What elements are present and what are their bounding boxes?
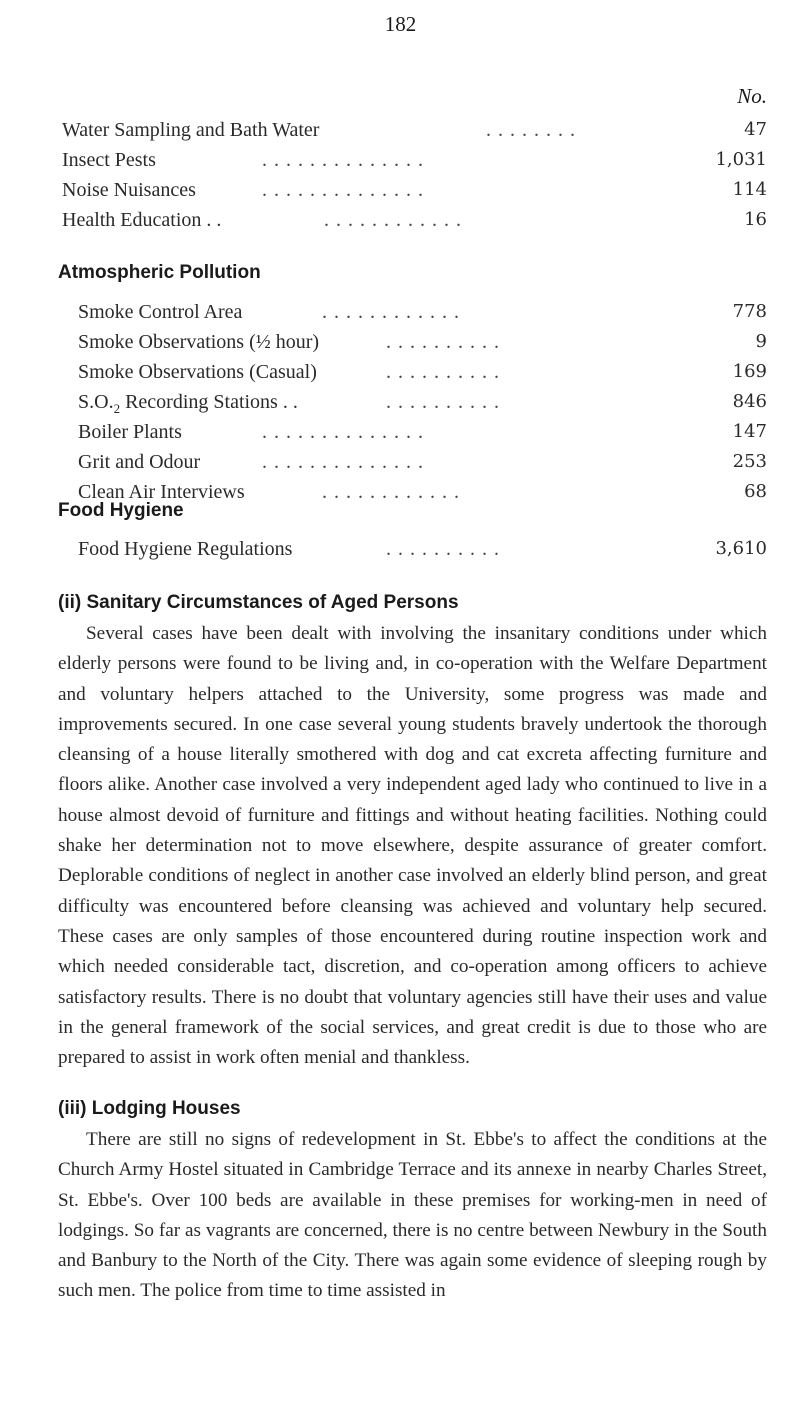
leader-dots: . . . . . . . . . . . . . . [262,451,424,473]
leader-dots: . . . . . . . . . . [386,391,500,413]
fraction: ½ [255,331,271,353]
list-item [62,177,767,203]
list-item [78,299,767,325]
label-part: hour) [270,331,320,353]
leader-dots: . . . . . . . . . . . . . . [262,179,424,201]
item-label: Clean Air Interviews [78,481,245,503]
leader-dots: . . . . . . . . . . . . [322,301,460,323]
item-value: 169 [732,361,767,382]
list-item [78,329,767,355]
item-value: 778 [732,301,767,322]
section-heading-lodging-houses: (iii) Lodging Houses [58,1098,241,1119]
section-heading-food-hygiene: Food Hygiene [58,500,184,521]
item-label: Grit and Odour [78,451,201,473]
item-label [78,389,298,422]
paragraph-lodging-houses: There are still no signs of redevelopment in St. Ebbe's to affect the conditions at the Church Army Hostel situated in Cambridge Terrace and its annexe in nearby Charles Street, St. Ebbe's. Over 100 beds are available in these premises for working-men in need of lodgings. So far as vagrants are concerned, there is no centre between Newbury in the South and Banbury to the North of the City. There was again some evidence of sleeping rough by such men. The police from time to time assisted in [58,1129,767,1302]
list-item [62,147,767,173]
item-value: 16 [744,209,767,230]
leader-dots: . . . . . . . . . . [386,361,500,383]
list-item [78,389,767,415]
item-value: 114 [732,179,767,200]
item-label: Health Education . . [62,209,222,231]
list-item [62,117,767,143]
item-value: 47 [744,119,767,140]
paragraph-aged-persons: Several cases have been dealt with involving the insanitary conditions under which elderly persons were found to be living and, in co-operation with the Welfare Department and voluntary helpers attached to the University, some progress was made and improvements secured. In one case several young students bravely undertook the thorough cleansing of a house literally smothered with dog and cat excreta affecting furniture and floors alike. Another case involved a very independent aged lady who continued to live in a house almost devoid of furniture and fittings and without heating facilities. Nothing could shake her determination not to move elsewhere, despite assurance of greater comfort. Deplorable conditions of neglect in another case involved an elderly blind person, and great difficulty was encountered before cleansing was achieved and voluntary help secured. These cases are only samples of those encountered during routine inspection work and which needed considerable tact, discretion, and co-operation among officers to achieve satisfactory results. There is no doubt that voluntary agencies still have their uses and value in the general framework of the social services, and great credit is due to those who are prepared to assist in work often menial and thankless. [58,623,767,1069]
leader-dots: . . . . . . . . [486,119,576,141]
leader-dots: . . . . . . . . . . [386,538,500,560]
item-value: 147 [732,421,767,442]
item-value: 9 [755,331,767,352]
column-header-no: No. [737,84,767,108]
item-value: 253 [732,451,767,472]
list-item [78,536,767,562]
item-value: 3,610 [715,538,767,559]
label-part: Recording Stations . . [120,391,298,413]
leader-dots: . . . . . . . . . . . . [322,481,460,503]
item-label: Insect Pests [62,149,156,171]
item-value: 846 [732,391,767,412]
list-item [62,207,767,233]
item-label: Smoke Observations (Casual) [78,361,317,383]
item-label: Water Sampling and Bath Water [62,119,320,141]
section-heading-aged-persons: (ii) Sanitary Circumstances of Aged Persons [58,592,459,613]
item-label: Boiler Plants [78,421,182,443]
item-label: Noise Nuisances [62,179,196,201]
item-value: 1,031 [715,149,767,170]
item-label: Smoke Control Area [78,301,243,323]
page-number: 182 [384,12,417,36]
item-value: 68 [744,481,767,502]
label-part: S.O. [78,391,114,413]
leader-dots: . . . . . . . . . . [386,331,500,353]
leader-dots: . . . . . . . . . . . . . . [262,421,424,443]
section-heading-atmospheric-pollution: Atmospheric Pollution [58,262,261,283]
list-item [78,449,767,475]
list-item [78,359,767,385]
leader-dots: . . . . . . . . . . . . . . [262,149,424,171]
label-part: Smoke Observations ( [78,331,256,353]
item-label: Food Hygiene Regulations [78,538,293,560]
subscript: 2 [113,401,121,416]
list-item [78,419,767,445]
item-label [78,329,319,355]
leader-dots: . . . . . . . . . . . . [324,209,462,231]
